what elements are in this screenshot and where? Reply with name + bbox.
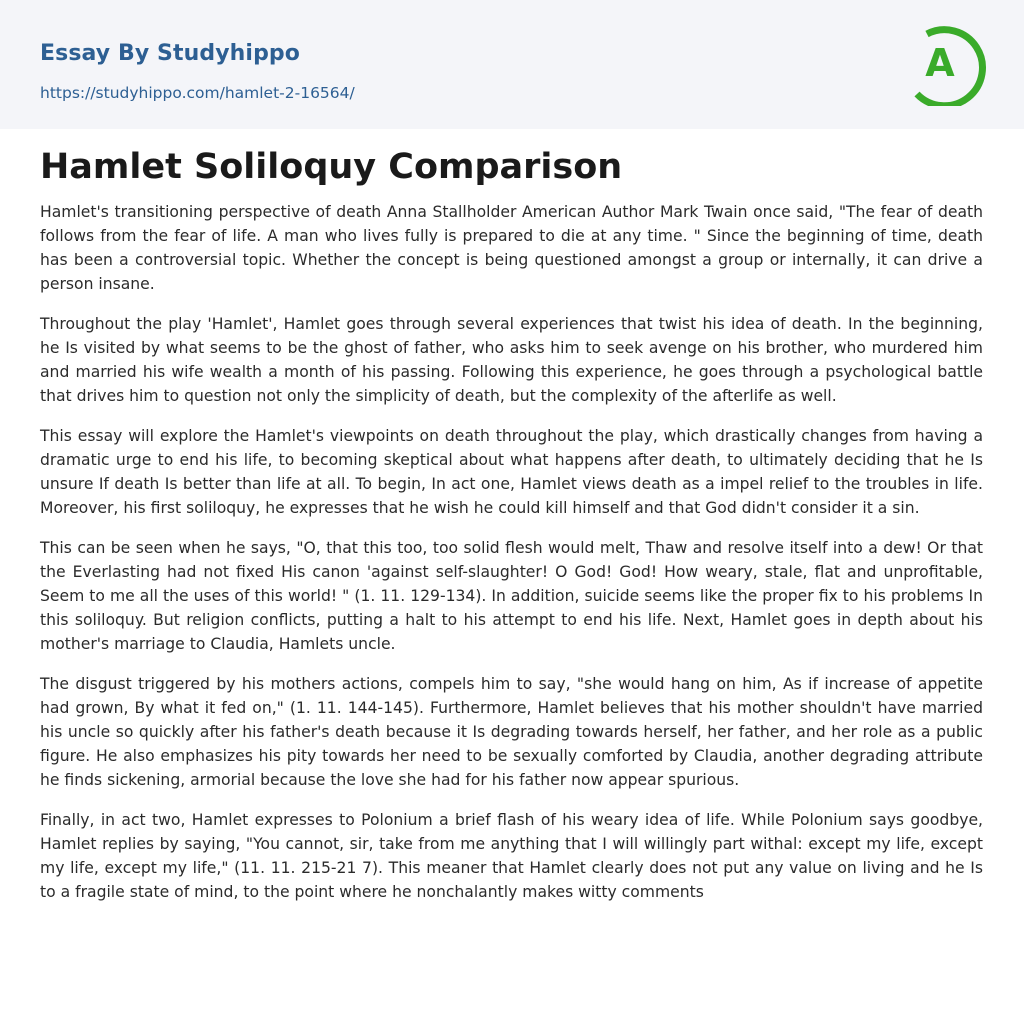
essay-paragraph: This can be seen when he says, "O, that this too, too solid flesh would melt, Thaw and resolve itself into a dew! Or that the Everlasting had not fixed His canon 'against self-slaughter! O God! God! How weary, stale, flat and unprofitable, Seem to me all the uses of this world! " (1. 11. 129-134). In addition, suicide seems like the proper fix to his problems In this soliloquy. But religion conflicts, putting a halt to his attempt to end his life. Next, Hamlet goes in depth about his mother's marriage to Claudia, Hamlets uncle. [40,539,983,653]
logo-letter: A [925,41,955,85]
essay-body [40,200,983,920]
essay-paragraph: The disgust triggered by his mothers actions, compels him to say, "she would hang on him, As if increase of appetite had grown, By what it fed on," (1. 11. 144-145). Furthermore, Hamlet believes that his mother shouldn't have married his uncle so quickly after his father's death because it Is degrading towards herself, her father, and her role as a public figure. He also emphasizes his pity towards her need to be sexually comforted by Claudia, another degrading attribute he finds sickening, armorial because the love she had for his father now appear spurious. [40,675,983,789]
essay-paragraph: Throughout the play 'Hamlet', Hamlet goes through several experiences that twist his idea of death. In the beginning, he Is visited by what seems to be the ghost of father, who asks him to seek avenge on his brother, who murdered him and married his wife wealth a month of his passing. Following this experience, he goes through a psychological battle that drives him to question not only the simplicity of death, but the complexity of the afterlife as well. [40,315,983,405]
source-url-link[interactable]: https://studyhippo.com/hamlet-2-16564/ [40,84,355,102]
studyhippo-logo-icon[interactable] [910,18,988,106]
essay-title: Hamlet Soliloquy Comparison [40,147,623,187]
essay-paragraph: Hamlet's transitioning perspective of death Anna Stallholder American Author Mark Twain once said, "The fear of death follows from the fear of life. A man who lives fully is prepared to die at any time. " Since the beginning of time, death has been a controversial topic. Whether the concept is being questioned amongst a group or internally, it can drive a person insane. [40,203,983,293]
site-title[interactable]: Essay By Studyhippo [40,41,300,66]
essay-paragraph: Finally, in act two, Hamlet expresses to Polonium a brief flash of his weary idea of life. While Polonium says goodbye, Hamlet replies by saying, "You cannot, sir, take from me anything that I will willingly part withal: except my life, except my life, except my life," (11. 11. 215-21 7). This meaner that Hamlet clearly does not put any value on living and he Is to a fragile state of mind, to the point where he nonchalantly makes witty comments [40,811,983,901]
essay-paragraph: This essay will explore the Hamlet's viewpoints on death throughout the play, which drastically changes from having a dramatic urge to end his life, to becoming skeptical about what happens after death, to ultimately deciding that he Is unsure If death Is better than life at all. To begin, In act one, Hamlet views death as a impel relief to the troubles in life. Moreover, his first soliloquy, he expresses that he wish he could kill himself and that God didn't consider it a sin. [40,427,983,517]
